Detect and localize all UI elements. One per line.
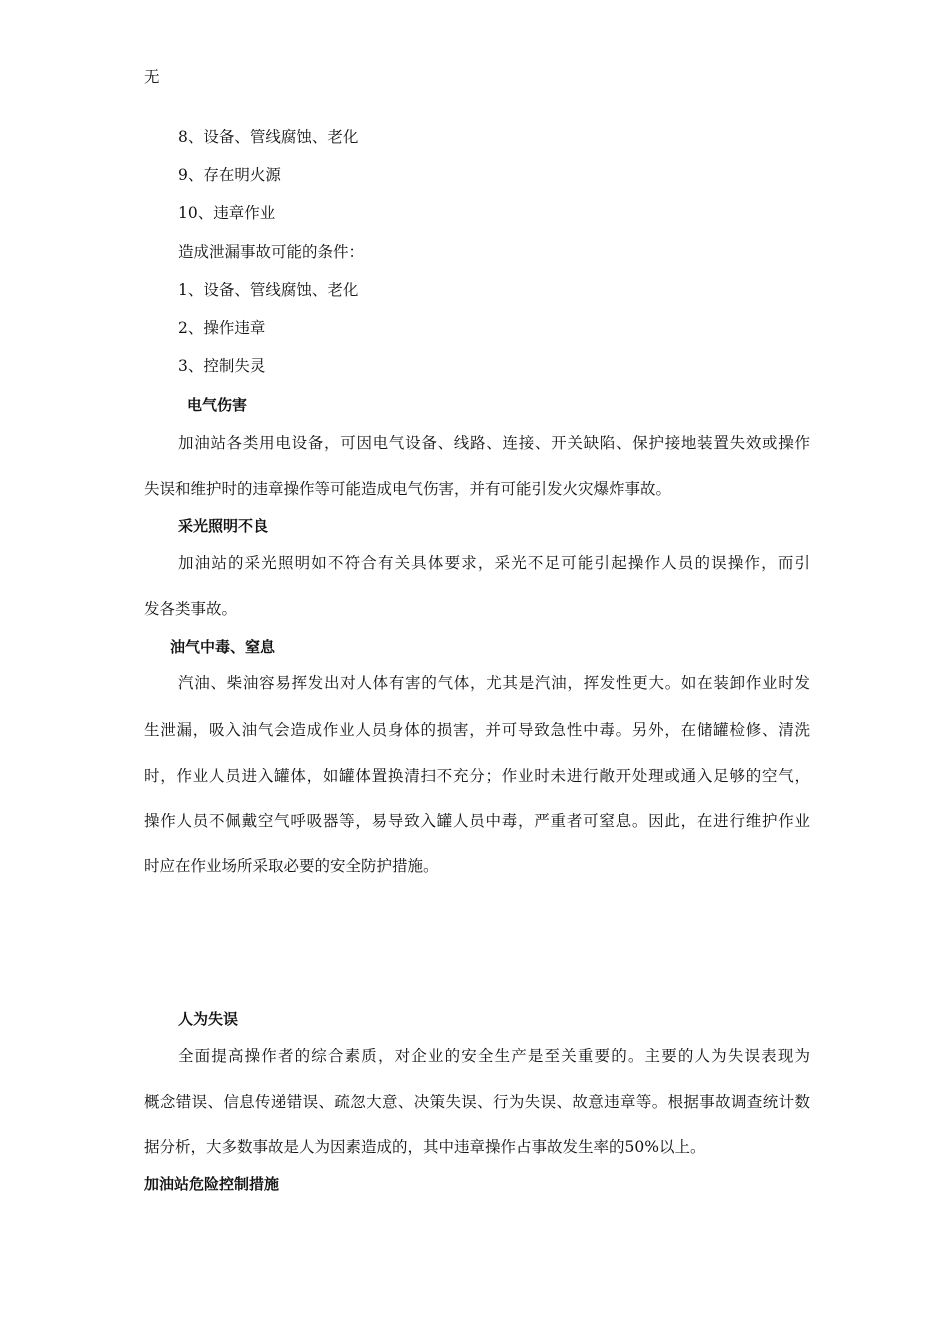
list-item: 3、控制失灵	[178, 357, 266, 375]
list-item: 10、违章作业	[178, 204, 276, 222]
section-heading-lighting: 采光照明不良	[178, 517, 269, 535]
section-heading-control: 加油站危险控制措施	[144, 1175, 280, 1193]
section-heading-electric: 电气伤害	[187, 396, 248, 414]
paragraph-line: 据分析，大多数事故是人为因素造成的，其中违章操作占事故发生率的50%以上。	[144, 1138, 706, 1156]
list-item: 2、操作违章	[178, 319, 266, 337]
paragraph-line: 时应在作业场所采取必要的安全防护措施。	[144, 857, 439, 875]
list-item: 1、设备、管线腐蚀、老化	[178, 281, 359, 299]
section-heading-human: 人为失误	[178, 1010, 239, 1028]
paragraph-line: 操作人员不佩戴空气呼吸器等，易导致入罐人员中毒，严重者可窒息。因此，在进行维护作业	[144, 812, 810, 830]
paragraph-line: 发各类事故。	[144, 600, 238, 618]
paragraph-line: 全面提高操作者的综合素质，对企业的安全生产是至关重要的。主要的人为失误表现为	[178, 1047, 810, 1065]
fragment-text: 无	[144, 68, 160, 86]
paragraph-line: 概念错误、信息传递错误、疏忽大意、决策失误、行为失误、故意违章等。根据事故调查统计数	[144, 1093, 810, 1111]
paragraph-line: 失误和维护时的违章操作等可能造成电气伤害，并有可能引发火灾爆炸事故。	[144, 480, 672, 498]
list-item: 9、存在明火源	[178, 166, 281, 184]
leak-conditions-label: 造成泄漏事故可能的条件：	[178, 243, 365, 261]
paragraph-line: 时，作业人员进入罐体，如罐体置换清扫不充分；作业时未进行敞开处理或通入足够的空气，	[144, 767, 810, 785]
section-heading-gas: 油气中毒、窒息	[170, 638, 276, 656]
paragraph-line: 加油站的采光照明如不符合有关具体要求，采光不足可能引起操作人员的误操作，而引	[178, 554, 810, 572]
list-item: 8、设备、管线腐蚀、老化	[178, 128, 359, 146]
paragraph-line: 汽油、柴油容易挥发出对人体有害的气体，尤其是汽油，挥发性更大。如在装卸作业时发	[178, 674, 810, 692]
paragraph-line: 生泄漏，吸入油气会造成作业人员身体的损害，并可导致急性中毒。另外，在储罐检修、清洗	[144, 721, 810, 739]
paragraph-line: 加油站各类用电设备，可因电气设备、线路、连接、开关缺陷、保护接地装置失效或操作	[178, 434, 810, 452]
